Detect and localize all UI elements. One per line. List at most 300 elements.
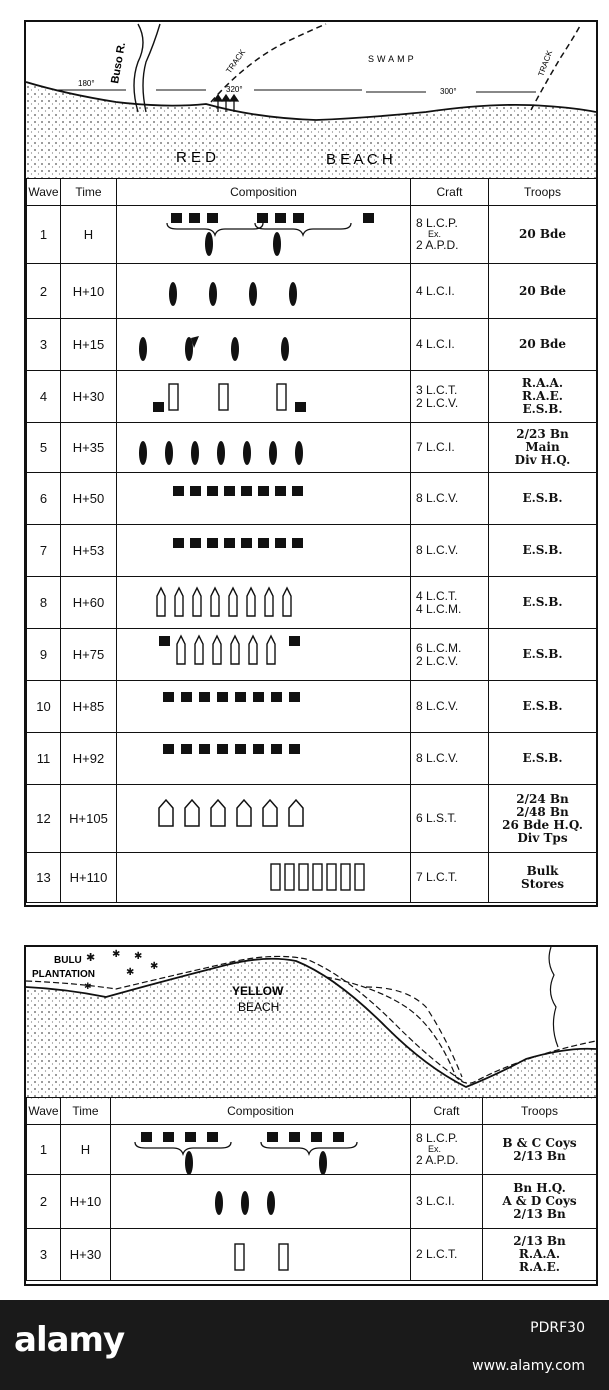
river-line xyxy=(549,947,558,1047)
wave-craft xyxy=(411,319,489,371)
landing-craft-block-icon xyxy=(159,636,170,646)
landing-craft-infantry-icon xyxy=(205,232,213,256)
wave-craft xyxy=(411,1125,483,1175)
landing-craft-infantry-icon xyxy=(191,441,199,465)
wave-troops xyxy=(489,733,597,785)
troops-line: Div H.Q. xyxy=(514,453,571,467)
craft-line: 7 L.C.I. xyxy=(416,440,455,454)
table-row xyxy=(27,681,597,733)
landing-craft-tank-icon xyxy=(235,1244,244,1270)
landing-craft-infantry-icon xyxy=(295,441,303,465)
wave-troops xyxy=(489,785,597,853)
wave-troops xyxy=(489,264,597,319)
plantation-label-1: BULU xyxy=(54,955,82,966)
composition-diagram xyxy=(117,734,410,784)
troops-line: R.A.A. xyxy=(518,1247,561,1261)
wave-number: 8 xyxy=(27,577,61,629)
yellow-beach-table xyxy=(26,1097,597,1281)
landing-ship-tank-icon xyxy=(211,800,225,826)
troops-line: E.S.B. xyxy=(522,595,563,609)
landing-craft-infantry-icon xyxy=(249,282,257,306)
beach-sand xyxy=(26,82,596,180)
landing-craft-infantry-icon xyxy=(185,1151,193,1174)
craft-line: 2 L.C.V. xyxy=(416,395,459,410)
landing-craft-block-icon xyxy=(189,213,200,223)
troops-line: 2/24 Bn xyxy=(516,791,569,806)
wave-craft xyxy=(411,525,489,577)
wave-number: 11 xyxy=(27,733,61,785)
grouping-brace-icon xyxy=(167,223,263,235)
table-row xyxy=(27,1125,597,1175)
wave-troops xyxy=(489,577,597,629)
track-right-label: TRACK xyxy=(536,49,555,78)
table-row xyxy=(27,319,597,371)
wave-number: 2 xyxy=(27,264,61,319)
landing-craft-infantry-icon xyxy=(269,441,277,465)
dist-320-label: 320° xyxy=(226,85,243,94)
landing-craft-block-icon xyxy=(217,744,228,754)
dist-300-label: 300° xyxy=(440,87,457,96)
svg-text:✱: ✱ xyxy=(150,961,159,972)
landing-craft-block-icon xyxy=(258,538,269,548)
landing-craft-block-icon xyxy=(181,692,192,702)
table-row xyxy=(27,525,597,577)
grouping-brace-icon xyxy=(255,223,351,235)
wave-number: 9 xyxy=(27,629,61,681)
beach-label: BEACH xyxy=(238,1000,280,1014)
composition-diagram xyxy=(117,320,410,370)
composition-diagram xyxy=(111,1230,410,1280)
landing-craft-block-icon xyxy=(293,213,304,223)
landing-craft-mechanized-icon xyxy=(213,636,221,664)
landing-craft-block-icon xyxy=(253,744,264,754)
landing-craft-block-icon xyxy=(275,213,286,223)
wave-troops xyxy=(483,1229,597,1281)
landing-ship-tank-icon xyxy=(237,800,251,826)
swamp-label: SWAMP xyxy=(368,54,417,64)
alamy-logo: alamy xyxy=(14,1320,125,1360)
landing-craft-block-icon xyxy=(190,538,201,548)
wave-craft xyxy=(411,681,489,733)
header-craft: Craft xyxy=(411,1098,483,1125)
landing-craft-block-icon xyxy=(171,213,182,223)
troops-line: 20 Bde xyxy=(518,337,567,351)
yellow-beach-map xyxy=(26,947,596,1099)
craft-line: Ex. xyxy=(428,229,442,239)
composition-diagram xyxy=(117,265,410,318)
wave-number: 6 xyxy=(27,473,61,525)
dist-180-label: 180° xyxy=(78,79,95,88)
landing-ship-tank-icon xyxy=(159,800,173,826)
landing-craft-infantry-icon xyxy=(165,441,173,465)
wave-craft xyxy=(411,853,489,903)
composition-diagram xyxy=(117,372,410,422)
landing-craft-block-icon xyxy=(258,486,269,496)
landing-craft-block-icon xyxy=(257,213,268,223)
wave-craft xyxy=(411,577,489,629)
table-row xyxy=(27,206,597,264)
wave-number: 10 xyxy=(27,681,61,733)
landing-craft-tank-icon xyxy=(341,864,350,890)
wave-craft xyxy=(411,785,489,853)
craft-line: 2 L.C.T. xyxy=(416,1247,458,1261)
landing-craft-mechanized-icon xyxy=(157,588,165,616)
site-url: www.alamy.com xyxy=(472,1358,585,1374)
landing-craft-mechanized-icon xyxy=(177,636,185,664)
landing-craft-block-icon xyxy=(295,402,306,412)
landing-craft-block-icon xyxy=(190,486,201,496)
wave-troops xyxy=(489,853,597,903)
landing-craft-tank-icon xyxy=(313,864,322,890)
composition-diagram xyxy=(117,786,410,852)
beach-label: B E A C H xyxy=(326,151,393,168)
landing-craft-block-icon xyxy=(292,538,303,548)
landing-craft-block-icon xyxy=(153,402,164,412)
svg-text:✱: ✱ xyxy=(112,949,121,960)
header-composition: Composition xyxy=(111,1098,411,1125)
header-craft: Craft xyxy=(411,179,489,206)
landing-craft-block-icon xyxy=(207,213,218,223)
wave-time: H+60 xyxy=(61,577,117,629)
landing-craft-block-icon xyxy=(224,538,235,548)
landing-craft-block-icon xyxy=(289,1132,300,1142)
table-row xyxy=(27,423,597,473)
landing-craft-infantry-icon xyxy=(243,441,251,465)
landing-craft-block-icon xyxy=(235,744,246,754)
wave-time: H xyxy=(61,206,117,264)
plantation-label-2: PLANTATION xyxy=(32,969,95,980)
wave-number: 3 xyxy=(27,319,61,371)
troops-line: 2/48 Bn xyxy=(516,804,569,819)
troops-line: Main xyxy=(525,440,560,454)
landing-craft-mechanized-icon xyxy=(247,588,255,616)
composition-diagram xyxy=(117,424,410,472)
wave-craft xyxy=(411,264,489,319)
landing-craft-block-icon xyxy=(141,1132,152,1142)
landing-craft-block-icon xyxy=(289,744,300,754)
landing-craft-tank-icon xyxy=(219,384,228,410)
wave-troops xyxy=(489,629,597,681)
landing-craft-block-icon xyxy=(333,1132,344,1142)
landing-craft-mechanized-icon xyxy=(211,588,219,616)
wave-number: 4 xyxy=(27,371,61,423)
troops-line: B & C Coys xyxy=(502,1135,577,1150)
beach-sand xyxy=(26,959,596,1099)
landing-craft-block-icon xyxy=(235,692,246,702)
landing-craft-infantry-icon xyxy=(319,1151,327,1174)
landing-craft-tank-icon xyxy=(277,384,286,410)
landing-craft-block-icon xyxy=(199,744,210,754)
craft-line: 4 L.C.M. xyxy=(416,601,462,616)
landing-craft-block-icon xyxy=(163,744,174,754)
wave-time: H+85 xyxy=(61,681,117,733)
wave-number: 1 xyxy=(27,1125,61,1175)
craft-line: 4 L.C.I. xyxy=(416,283,455,298)
river-label: Buso R. xyxy=(109,41,129,85)
craft-line: 2 A.P.D. xyxy=(416,1153,459,1167)
svg-text:✱: ✱ xyxy=(134,951,143,962)
landing-arrows xyxy=(214,95,238,112)
landing-craft-mechanized-icon xyxy=(231,636,239,664)
landing-craft-block-icon xyxy=(173,486,184,496)
landing-craft-block-icon xyxy=(267,1132,278,1142)
table-row xyxy=(27,264,597,319)
craft-line: 6 L.C.M. xyxy=(416,640,462,655)
table-row xyxy=(27,1229,597,1281)
landing-ship-tank-icon xyxy=(185,800,199,826)
wave-troops xyxy=(489,371,597,423)
wave-time: H+30 xyxy=(61,371,117,423)
troops-line: E.S.B. xyxy=(522,647,563,661)
landing-craft-block-icon xyxy=(241,538,252,548)
troops-line: R.A.A. xyxy=(521,376,564,390)
wave-number: 7 xyxy=(27,525,61,577)
craft-line: 8 L.C.V. xyxy=(416,699,459,713)
wave-time: H+35 xyxy=(61,423,117,473)
landing-craft-tank-icon xyxy=(355,864,364,890)
svg-text:✱: ✱ xyxy=(86,952,96,964)
landing-craft-block-icon xyxy=(173,538,184,548)
landing-craft-infantry-icon xyxy=(209,282,217,306)
craft-line: 2 L.C.V. xyxy=(416,653,459,668)
wave-time: H+50 xyxy=(61,473,117,525)
craft-line: 8 L.C.V. xyxy=(416,751,459,765)
wave-composition xyxy=(117,264,411,319)
wave-composition xyxy=(117,319,411,371)
wave-composition xyxy=(117,785,411,853)
red-beach-panel xyxy=(24,20,598,907)
wave-composition xyxy=(117,371,411,423)
landing-craft-tank-icon xyxy=(271,864,280,890)
watermark-footer xyxy=(0,1300,609,1390)
landing-craft-mechanized-icon xyxy=(267,636,275,664)
wave-craft xyxy=(411,371,489,423)
table-header xyxy=(27,1098,597,1125)
landing-craft-block-icon xyxy=(207,538,218,548)
troops-line: 2/13 Bn xyxy=(513,1207,566,1221)
flagship-craft-icon xyxy=(185,336,199,361)
landing-craft-infantry-icon xyxy=(215,1191,223,1215)
troops-line: Stores xyxy=(521,876,564,891)
table-row xyxy=(27,1175,597,1229)
landing-craft-mechanized-icon xyxy=(193,588,201,616)
landing-craft-tank-icon xyxy=(299,864,308,890)
landing-craft-mechanized-icon xyxy=(265,588,273,616)
landing-craft-block-icon xyxy=(207,486,218,496)
landing-craft-block-icon xyxy=(289,692,300,702)
palm-icons xyxy=(84,949,158,991)
landing-craft-infantry-icon xyxy=(169,282,177,306)
wave-troops xyxy=(489,206,597,264)
wave-composition xyxy=(111,1125,411,1175)
wave-composition xyxy=(111,1229,411,1281)
craft-line: 7 L.C.T. xyxy=(416,870,458,884)
landing-craft-block-icon xyxy=(163,1132,174,1142)
wave-troops xyxy=(489,473,597,525)
landing-craft-block-icon xyxy=(217,692,228,702)
wave-troops xyxy=(489,423,597,473)
composition-diagram xyxy=(117,854,410,902)
wave-time: H+30 xyxy=(61,1229,111,1281)
wave-time: H+105 xyxy=(61,785,117,853)
troops-line: E.S.B. xyxy=(522,751,563,765)
landing-craft-mechanized-icon xyxy=(283,588,291,616)
craft-line: 8 L.C.V. xyxy=(416,491,459,505)
landing-craft-infantry-icon xyxy=(267,1191,275,1215)
wave-craft xyxy=(411,733,489,785)
wave-time: H xyxy=(61,1125,111,1175)
landing-craft-tank-icon xyxy=(279,1244,288,1270)
header-wave: Wave xyxy=(27,179,61,206)
composition-diagram xyxy=(111,1176,410,1228)
wave-craft xyxy=(411,629,489,681)
troops-line: Bulk xyxy=(526,863,559,878)
wave-number: 2 xyxy=(27,1175,61,1229)
landing-craft-tank-icon xyxy=(327,864,336,890)
wave-time: H+10 xyxy=(61,264,117,319)
landing-craft-mechanized-icon xyxy=(195,636,203,664)
composition-diagram xyxy=(117,207,410,263)
table-row xyxy=(27,629,597,681)
header-troops: Troops xyxy=(489,179,597,206)
troops-line: 20 Bde xyxy=(518,283,567,298)
wave-composition xyxy=(117,733,411,785)
wave-troops xyxy=(483,1125,597,1175)
troops-line: 2/13 Bn xyxy=(513,1234,566,1248)
wave-composition xyxy=(111,1175,411,1229)
table-row xyxy=(27,733,597,785)
landing-craft-block-icon xyxy=(275,538,286,548)
wave-composition xyxy=(117,629,411,681)
wave-number: 13 xyxy=(27,853,61,903)
craft-line: Ex. xyxy=(428,1144,442,1154)
wave-craft xyxy=(411,423,489,473)
landing-ship-tank-icon xyxy=(263,800,277,826)
landing-craft-block-icon xyxy=(271,692,282,702)
troops-line: E.S.B. xyxy=(522,543,563,557)
river-bank-right xyxy=(143,24,160,112)
wave-composition xyxy=(117,206,411,264)
craft-line: 6 L.S.T. xyxy=(416,811,457,825)
image-id: PDRF30 xyxy=(530,1320,585,1336)
troops-line: R.A.E. xyxy=(519,1260,560,1274)
wave-composition xyxy=(117,525,411,577)
table-row xyxy=(27,371,597,423)
craft-line: 3 L.C.T. xyxy=(416,382,458,397)
troops-line: 2/23 Bn xyxy=(516,427,569,441)
wave-troops xyxy=(489,319,597,371)
craft-line: 4 L.C.T. xyxy=(416,588,458,603)
table-row xyxy=(27,853,597,903)
yellow-beach-panel xyxy=(24,945,598,1286)
landing-craft-block-icon xyxy=(181,744,192,754)
landing-craft-block-icon xyxy=(271,744,282,754)
wave-number: 1 xyxy=(27,206,61,264)
landing-craft-block-icon xyxy=(185,1132,196,1142)
wave-composition xyxy=(117,853,411,903)
wave-craft xyxy=(411,473,489,525)
troops-line: A & D Coys xyxy=(502,1194,577,1208)
wave-composition xyxy=(117,681,411,733)
craft-line: 8 L.C.V. xyxy=(416,543,459,557)
troops-line: 20 Bde xyxy=(518,227,567,241)
river-bank-left xyxy=(134,24,143,112)
table-row xyxy=(27,785,597,853)
wave-time: H+75 xyxy=(61,629,117,681)
composition-diagram xyxy=(117,578,410,628)
header-troops: Troops xyxy=(483,1098,597,1125)
table-header xyxy=(27,179,597,206)
craft-line: 8 L.C.P. xyxy=(416,216,458,230)
wave-number: 12 xyxy=(27,785,61,853)
landing-craft-block-icon xyxy=(292,486,303,496)
composition-diagram xyxy=(117,630,410,680)
landing-craft-block-icon xyxy=(241,486,252,496)
wave-composition xyxy=(117,577,411,629)
table-row xyxy=(27,473,597,525)
svg-text:✱: ✱ xyxy=(84,981,92,991)
composition-diagram xyxy=(117,526,410,576)
wave-craft xyxy=(411,206,489,264)
landing-craft-mechanized-icon xyxy=(175,588,183,616)
wave-time: H+92 xyxy=(61,733,117,785)
landing-craft-block-icon xyxy=(311,1132,322,1142)
header-time: Time xyxy=(61,179,117,206)
landing-craft-tank-icon xyxy=(285,864,294,890)
landing-craft-block-icon xyxy=(275,486,286,496)
wave-composition xyxy=(117,473,411,525)
landing-ship-tank-icon xyxy=(289,800,303,826)
wave-troops xyxy=(489,681,597,733)
troops-line: Div Tps xyxy=(517,830,568,845)
landing-craft-block-icon xyxy=(224,486,235,496)
landing-craft-block-icon xyxy=(289,636,300,646)
landing-craft-block-icon xyxy=(163,692,174,702)
red-beach-table xyxy=(26,178,597,903)
grouping-brace-icon xyxy=(261,1142,357,1154)
landing-craft-block-icon xyxy=(207,1132,218,1142)
wave-troops xyxy=(489,525,597,577)
landing-craft-infantry-icon xyxy=(217,441,225,465)
landing-craft-infantry-icon xyxy=(231,337,239,361)
wave-time: H+10 xyxy=(61,1175,111,1229)
troops-line: R.A.E. xyxy=(522,389,563,403)
wave-composition xyxy=(117,423,411,473)
wave-time: H+110 xyxy=(61,853,117,903)
landing-craft-infantry-icon xyxy=(273,232,281,256)
troops-line: E.S.B. xyxy=(522,402,563,416)
landing-craft-infantry-icon xyxy=(281,337,289,361)
header-time: Time xyxy=(61,1098,111,1125)
wave-number: 3 xyxy=(27,1229,61,1281)
craft-line: 4 L.C.I. xyxy=(416,337,455,351)
svg-text:✱: ✱ xyxy=(126,967,135,978)
craft-line: 8 L.C.P. xyxy=(416,1131,458,1145)
red-beach-map xyxy=(26,22,596,180)
wave-time: H+53 xyxy=(61,525,117,577)
landing-craft-infantry-icon xyxy=(139,441,147,465)
wave-number: 5 xyxy=(27,423,61,473)
landing-craft-infantry-icon xyxy=(139,337,147,361)
table-row xyxy=(27,577,597,629)
troops-line: E.S.B. xyxy=(522,491,563,505)
landing-craft-mechanized-icon xyxy=(249,636,257,664)
composition-diagram xyxy=(111,1126,410,1174)
landing-craft-tank-icon xyxy=(169,384,178,410)
composition-diagram xyxy=(117,682,410,732)
troops-line: E.S.B. xyxy=(522,699,563,713)
track-left-label: TRACK xyxy=(224,47,248,76)
